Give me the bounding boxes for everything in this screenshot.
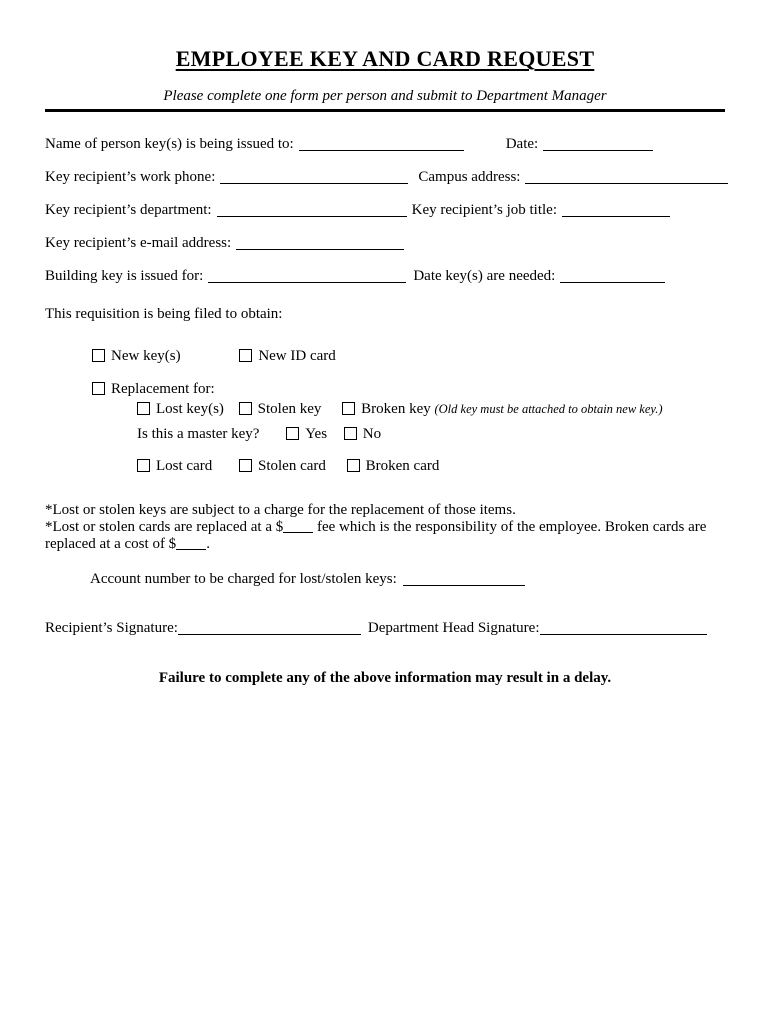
campus-address-label: Campus address: [418, 169, 521, 185]
no-label: No [362, 426, 382, 442]
recipient-signature-label: Recipient’s Signature: [45, 620, 178, 636]
row-replacement-keys [137, 399, 725, 419]
stolen-card-checkbox-icon[interactable] [239, 459, 252, 472]
new-keys-label: New key(s) [111, 348, 181, 364]
date-needed-label: Date key(s) are needed: [413, 268, 556, 284]
option-broken-card[interactable] [347, 456, 440, 476]
header-divider [45, 109, 725, 112]
building-key-input[interactable] [208, 267, 406, 283]
email-input[interactable] [236, 234, 404, 250]
option-replacement[interactable] [92, 379, 215, 399]
lost-card-checkbox-icon[interactable] [137, 459, 150, 472]
stolen-key-checkbox-icon[interactable] [239, 402, 252, 415]
broken-card-cost-input[interactable] [176, 538, 206, 550]
row-phone-campus [45, 167, 725, 187]
option-broken-key[interactable] [342, 399, 662, 419]
name-input[interactable] [299, 135, 464, 151]
form-fields [45, 134, 725, 286]
no-checkbox-icon[interactable] [344, 427, 357, 440]
stolen-key-label: Stolen key [257, 401, 322, 417]
yes-label: Yes [305, 426, 328, 442]
charge-note-line2-start: *Lost or stolen cards are replaced at a $ [45, 519, 284, 535]
option-lost-keys[interactable] [137, 399, 224, 419]
page-title-text: EMPLOYEE KEY AND CARD REQUEST [175, 46, 595, 71]
campus-address-input[interactable] [525, 168, 728, 184]
broken-card-checkbox-icon[interactable] [347, 459, 360, 472]
job-title-input[interactable] [562, 201, 670, 217]
account-number-input[interactable] [403, 570, 525, 586]
new-keys-checkbox-icon[interactable] [92, 349, 105, 362]
requisition-heading: This requisition is being filed to obtain: [45, 306, 283, 322]
lost-keys-checkbox-icon[interactable] [137, 402, 150, 415]
date-needed-input[interactable] [560, 267, 665, 283]
row-email [45, 233, 725, 253]
department-head-signature-input[interactable] [540, 619, 707, 635]
master-key-question: Is this a master key? [137, 426, 260, 442]
replacement-checkbox-icon[interactable] [92, 382, 105, 395]
new-id-card-label: New ID card [258, 348, 336, 364]
page-title [45, 46, 725, 72]
charge-notes [45, 502, 725, 553]
email-label: Key recipient’s e-mail address: [45, 235, 232, 251]
lost-keys-label: Lost key(s) [156, 401, 224, 417]
row-replacement [92, 379, 725, 399]
row-master-key [137, 424, 725, 444]
lost-card-label: Lost card [156, 458, 213, 474]
option-stolen-card[interactable] [239, 456, 326, 476]
job-title-label: Key recipient’s job title: [411, 202, 557, 218]
building-key-label: Building key is issued for: [45, 268, 204, 284]
broken-card-label: Broken card [365, 458, 440, 474]
recipient-signature-input[interactable] [178, 619, 361, 635]
option-new-keys[interactable] [92, 346, 181, 366]
row-name-date [45, 134, 725, 154]
option-new-id-card[interactable] [239, 346, 335, 366]
replacement-label: Replacement for: [111, 381, 215, 397]
work-phone-input[interactable] [220, 168, 408, 184]
work-phone-label: Key recipient’s work phone: [45, 169, 216, 185]
date-input[interactable] [543, 135, 653, 151]
account-number-label: Account number to be charged for lost/stolen keys: [90, 571, 397, 587]
option-master-no[interactable] [344, 424, 381, 444]
form-instructions: Please complete one form per person and submit to Department Manager [163, 88, 607, 104]
row-replacement-cards [137, 456, 725, 476]
footer-warning: Failure to complete any of the above information may result in a delay. [158, 670, 612, 686]
charge-note-line1: *Lost or stolen keys are subject to a charge for the replacement of those items. [45, 502, 516, 518]
stolen-card-label: Stolen card [257, 458, 326, 474]
new-id-card-checkbox-icon[interactable] [239, 349, 252, 362]
option-lost-card[interactable] [137, 456, 212, 476]
department-input[interactable] [217, 201, 407, 217]
broken-key-note: (Old key must be attached to obtain new key.) [434, 402, 663, 416]
department-label: Key recipient’s department: [45, 202, 212, 218]
card-fee-input[interactable] [283, 521, 313, 533]
yes-checkbox-icon[interactable] [286, 427, 299, 440]
option-stolen-key[interactable] [239, 399, 322, 419]
name-label: Name of person key(s) is being issued to: [45, 136, 294, 152]
date-label: Date: [505, 136, 539, 152]
row-building-dateneeded [45, 266, 725, 286]
row-new-options [92, 346, 725, 366]
broken-key-checkbox-icon[interactable] [342, 402, 355, 415]
department-head-signature-label: Department Head Signature: [367, 620, 540, 636]
row-account-number [90, 569, 725, 589]
row-department-jobtitle [45, 200, 725, 220]
row-signatures [45, 618, 725, 638]
charge-note-line2-end: . [206, 536, 210, 552]
option-master-yes[interactable] [286, 424, 327, 444]
broken-key-label: Broken key [361, 401, 431, 417]
charge-note-line2-middle: fee which is the responsibility of the employee. Broken cards are replaced at a cost of $ [45, 519, 707, 552]
